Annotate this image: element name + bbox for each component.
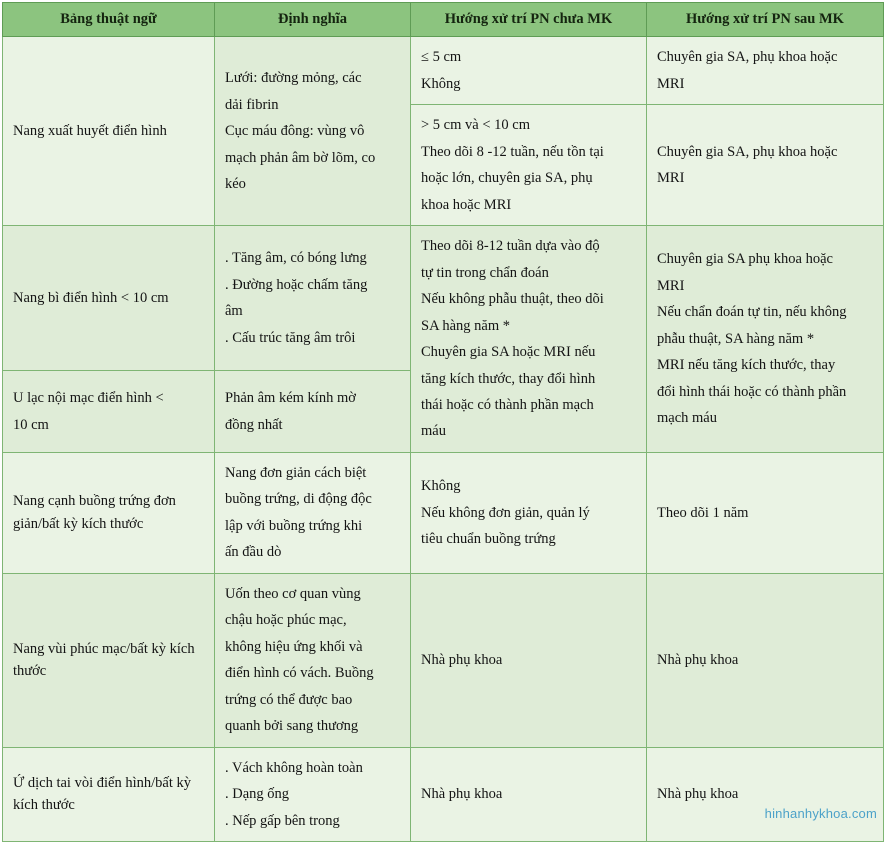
cell-term: Nang vùi phúc mạc/bất kỳ kích thước — [3, 573, 215, 747]
cell-term: Ứ dịch tai vòi điển hình/bất kỳ kích thước — [3, 747, 215, 841]
table-row — [3, 37, 884, 105]
column-header-definition: Định nghĩa — [215, 3, 411, 37]
cell-definition: Lưới: đường mỏng, các dải fibrin Cục máu đông: vùng vô mạch phản âm bờ lõm, co kéo — [215, 37, 411, 226]
cell-definition: Uốn theo cơ quan vùng chậu hoặc phúc mạc, không hiệu ứng khối và điển hình có vách. Buồng trứng có thể được bao quanh bởi sang thương — [215, 573, 411, 747]
cell-premenopausal: Không Nếu không đơn giản, quản lý tiêu chuẩn buồng trứng — [411, 452, 647, 573]
cell-term: U lạc nội mạc điển hình < 10 cm — [3, 371, 215, 453]
cell-premenopausal-large: > 5 cm và < 10 cm Theo dõi 8 -12 tuần, nếu tồn tại hoặc lớn, chuyên gia SA, phụ khoa hoặc MRI — [411, 105, 647, 226]
table-row — [3, 573, 884, 747]
cell-term: Nang xuất huyết điển hình — [3, 37, 215, 226]
watermark: hinhanhykhoa.com — [764, 806, 877, 821]
cell-definition: . Tăng âm, có bóng lưng . Đường hoặc chấm tăng âm . Cấu trúc tăng âm trôi — [215, 226, 411, 371]
cell-term: Nang cạnh buồng trứng đơn giản/bất kỳ kích thước — [3, 452, 215, 573]
glossary-table-page — [0, 2, 885, 829]
cell-postmenopausal-small: Chuyên gia SA, phụ khoa hoặc MRI — [647, 37, 884, 105]
cell-definition: Phản âm kém kính mờ đồng nhất — [215, 371, 411, 453]
cell-premenopausal: Theo dõi 8-12 tuần dựa vào độ tự tin trong chẩn đoán Nếu không phẫu thuật, theo dõi SA hàng năm * Chuyên gia SA hoặc MRI nếu tăng kích thước, thay đổi hình thái hoặc có thành phần mạch máu — [411, 226, 647, 453]
table-header-row — [3, 3, 884, 37]
column-header-premenopausal: Hướng xử trí PN chưa MK — [411, 3, 647, 37]
cell-premenopausal: Nhà phụ khoa — [411, 747, 647, 841]
cell-postmenopausal: Nhà phụ khoa — [647, 747, 884, 841]
cell-premenopausal: Nhà phụ khoa — [411, 573, 647, 747]
cell-premenopausal-small: ≤ 5 cm Không — [411, 37, 647, 105]
cell-postmenopausal: Nhà phụ khoa — [647, 573, 884, 747]
cell-postmenopausal: Theo dõi 1 năm — [647, 452, 884, 573]
cell-definition: . Vách không hoàn toàn . Dạng ống . Nếp gấp bên trong — [215, 747, 411, 841]
column-header-term: Bảng thuật ngữ — [3, 3, 215, 37]
cell-postmenopausal: Chuyên gia SA phụ khoa hoặc MRI Nếu chẩn đoán tự tin, nếu không phẫu thuật, SA hàng năm * MRI nếu tăng kích thước, thay đổi hình thái hoặc có thành phần mạch máu — [647, 226, 884, 453]
table-row — [3, 747, 884, 841]
table-row — [3, 226, 884, 371]
cell-postmenopausal-large: Chuyên gia SA, phụ khoa hoặc MRI — [647, 105, 884, 226]
table-row — [3, 452, 884, 573]
cell-term: Nang bì điển hình < 10 cm — [3, 226, 215, 371]
glossary-table — [2, 2, 884, 842]
column-header-postmenopausal: Hướng xử trí PN sau MK — [647, 3, 884, 37]
cell-definition: Nang đơn giản cách biệt buồng trứng, di động độc lập với buồng trứng khi ấn đầu dò — [215, 452, 411, 573]
